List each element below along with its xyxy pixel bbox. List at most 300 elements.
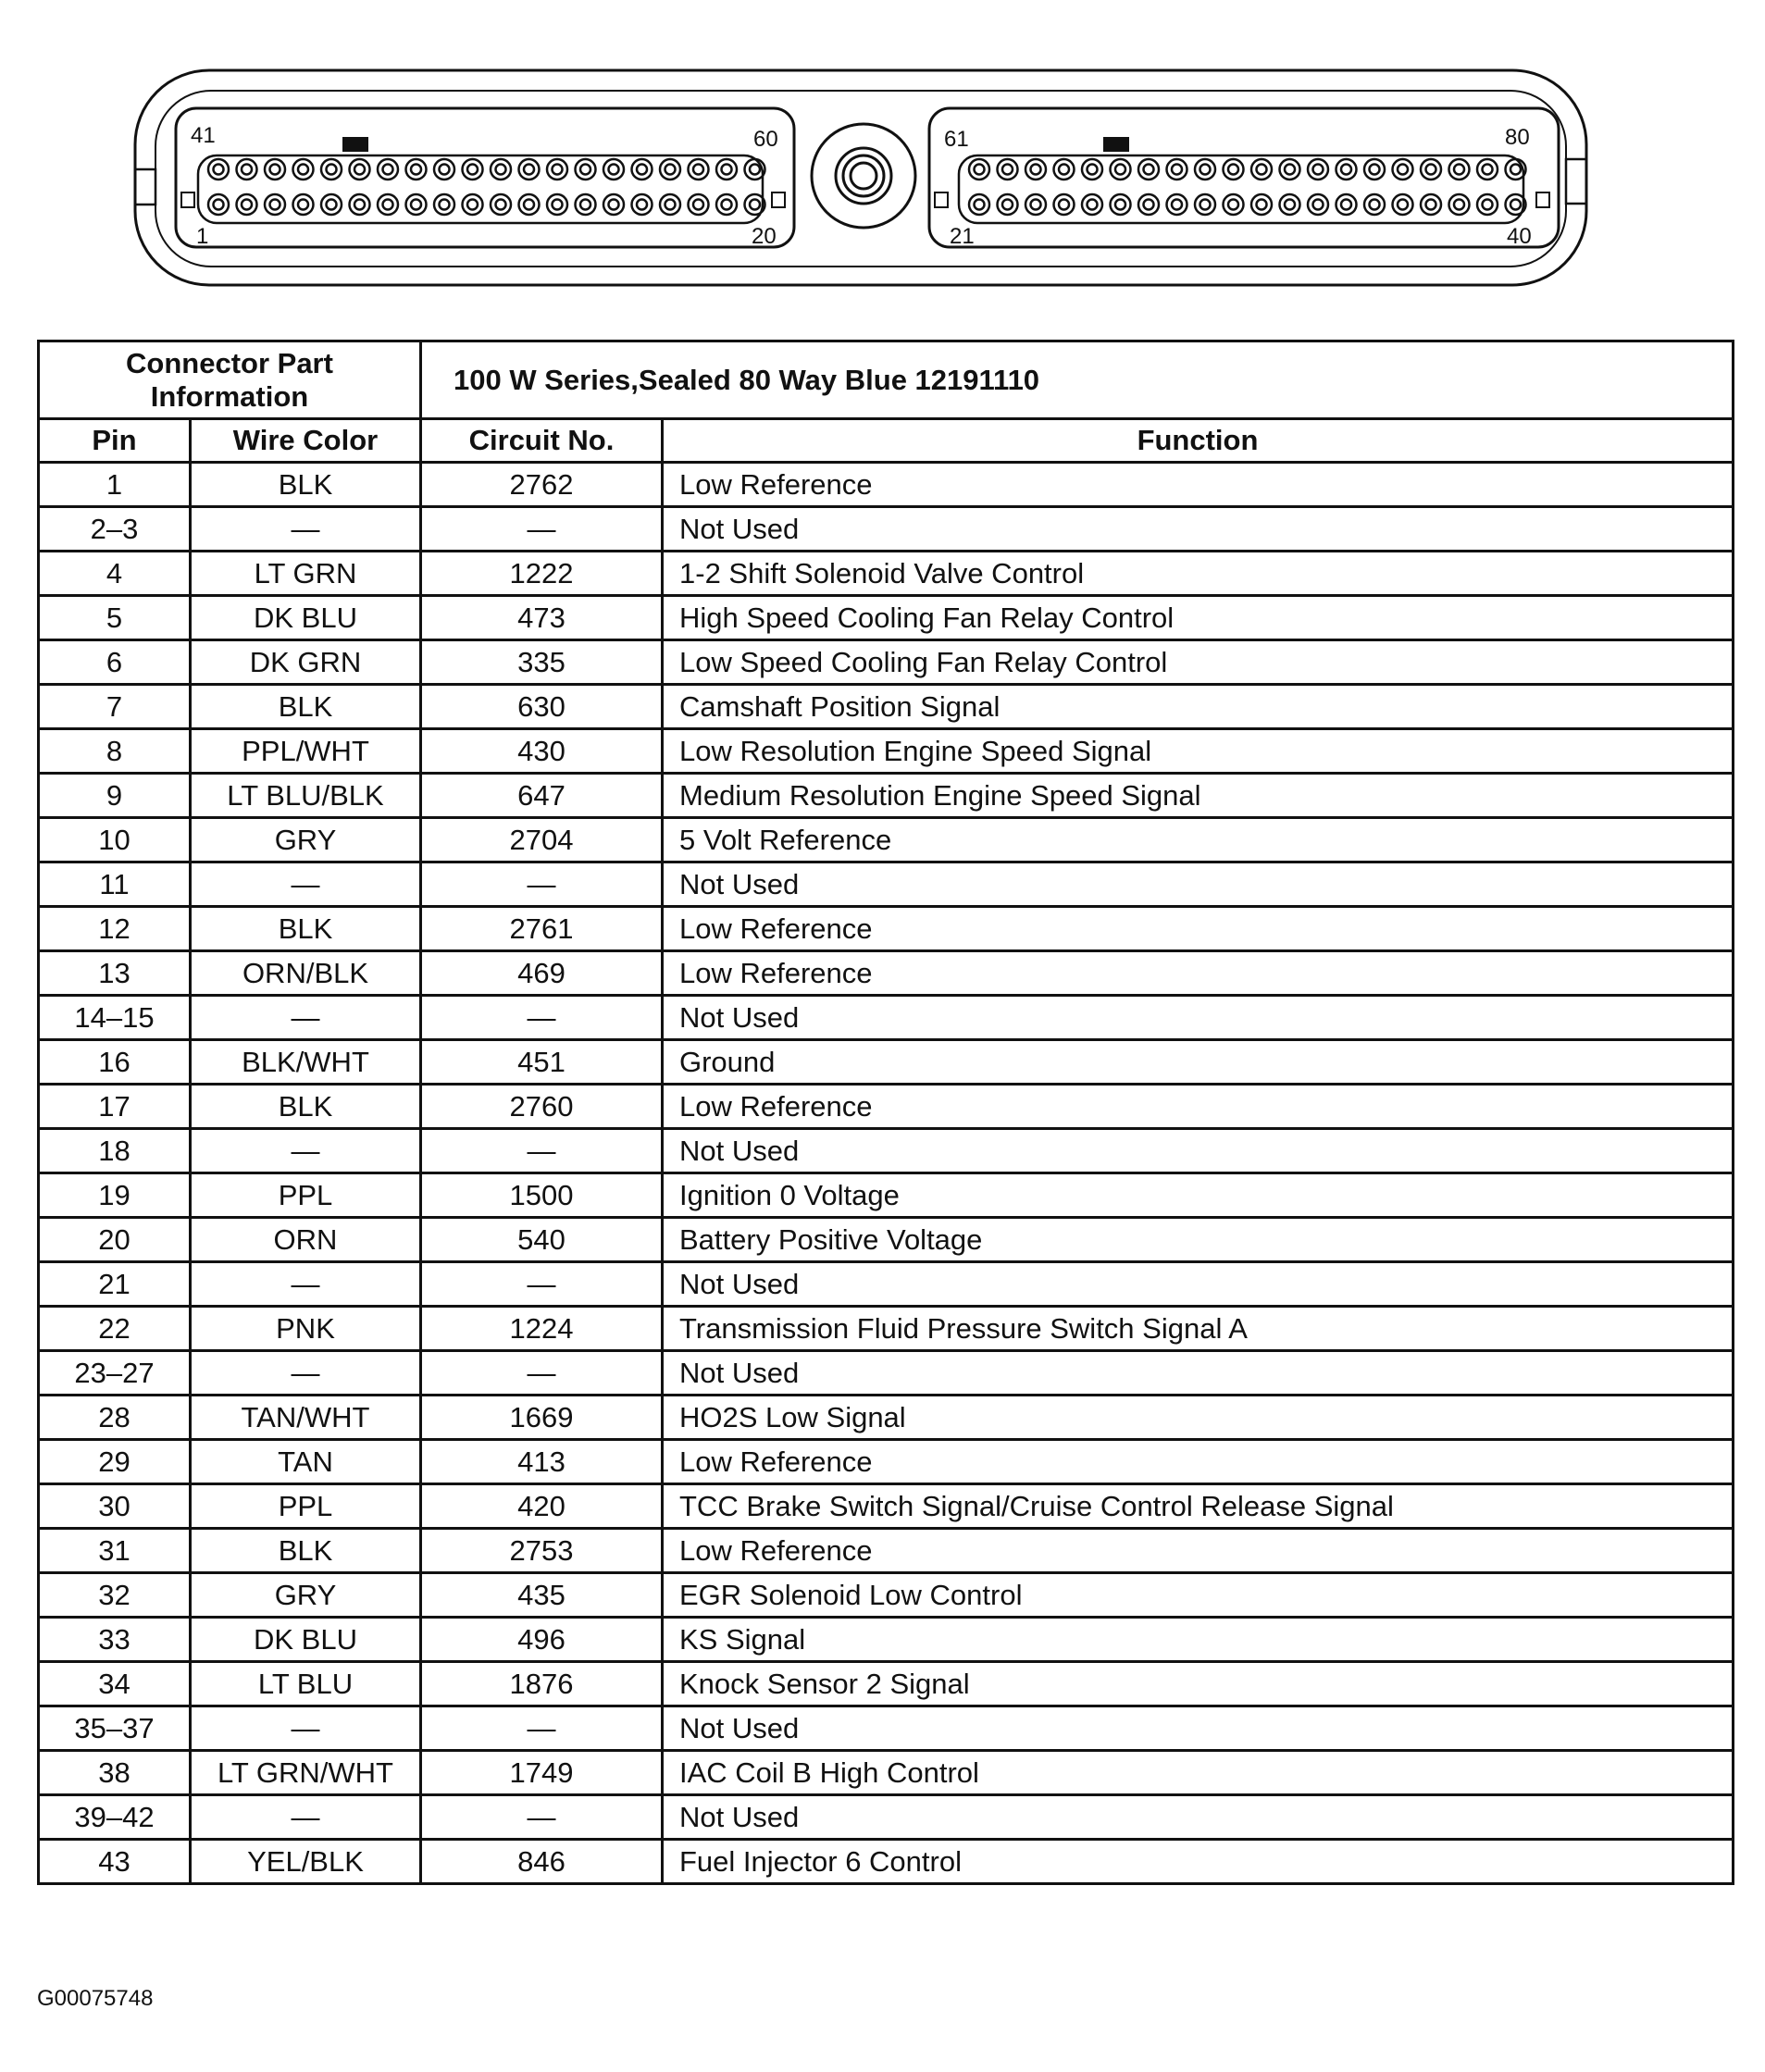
pin-socket-hole xyxy=(411,165,421,175)
pin-socket-hole xyxy=(1454,165,1464,175)
table-row xyxy=(39,951,1734,996)
pin-socket-hole xyxy=(440,200,450,210)
column-header-row xyxy=(39,419,1734,463)
wire-color-cell: TAN xyxy=(191,1440,421,1484)
function-cell: Low Resolution Engine Speed Signal xyxy=(663,729,1734,774)
pin-socket xyxy=(378,194,398,215)
wire-color-cell: DK GRN xyxy=(191,640,421,685)
table-row xyxy=(39,463,1734,507)
pin-socket xyxy=(1251,194,1272,215)
table-row xyxy=(39,1440,1734,1484)
pin-socket-hole xyxy=(1228,200,1238,210)
pin-socket-hole xyxy=(383,165,393,175)
pin-cell: 11 xyxy=(39,862,191,907)
wire-color-cell: — xyxy=(191,996,421,1040)
function-cell: Transmission Fluid Pressure Switch Signal A xyxy=(663,1307,1734,1351)
table-row xyxy=(39,685,1734,729)
circuit-no-cell: 451 xyxy=(421,1040,663,1085)
pin-socket-hole xyxy=(553,165,563,175)
function-cell: Not Used xyxy=(663,1351,1734,1396)
circuit-no-cell: — xyxy=(421,507,663,552)
pin-socket-hole xyxy=(1510,165,1521,175)
circuit-no-cell: — xyxy=(421,1795,663,1840)
function-cell: HO2S Low Signal xyxy=(663,1396,1734,1440)
pin-socket-hole xyxy=(1031,165,1041,175)
table-row xyxy=(39,996,1734,1040)
wire-color-cell: LT BLU xyxy=(191,1662,421,1706)
pin-socket xyxy=(1025,194,1046,215)
pin-socket xyxy=(1336,159,1357,180)
pin-socket-hole xyxy=(609,200,619,210)
table-row xyxy=(39,1262,1734,1307)
pin-socket-hole xyxy=(1370,200,1380,210)
table-row xyxy=(39,818,1734,862)
pin-socket xyxy=(998,159,1018,180)
pin-socket-hole xyxy=(1144,200,1154,210)
pin-socket-hole xyxy=(1341,200,1351,210)
pin-socket xyxy=(1421,194,1441,215)
circuit-no-cell: 430 xyxy=(421,729,663,774)
pin-socket xyxy=(293,194,314,215)
function-cell: EGR Solenoid Low Control xyxy=(663,1573,1734,1618)
table-row xyxy=(39,1173,1734,1218)
column-header-circuit-no: Circuit No. xyxy=(421,419,663,463)
pin-socket-hole xyxy=(1088,200,1098,210)
wire-color-cell: — xyxy=(191,1129,421,1173)
circuit-no-cell: 2760 xyxy=(421,1085,663,1129)
pin-socket-hole xyxy=(1257,200,1267,210)
pin-socket-hole xyxy=(1285,165,1295,175)
pin-socket xyxy=(1138,194,1159,215)
table-row xyxy=(39,1573,1734,1618)
pin-socket xyxy=(265,159,285,180)
pin-socket-hole xyxy=(1172,200,1182,210)
function-cell: Not Used xyxy=(663,996,1734,1040)
pin-socket xyxy=(998,194,1018,215)
pin-socket xyxy=(1224,159,1244,180)
pin-cell: 22 xyxy=(39,1307,191,1351)
pin-socket xyxy=(519,159,540,180)
circuit-no-cell: 647 xyxy=(421,774,663,818)
connector-info-value: 100 W Series,Sealed 80 Way Blue 12191110 xyxy=(421,341,1734,419)
wire-color-cell: DK BLU xyxy=(191,596,421,640)
pin-cell: 39–42 xyxy=(39,1795,191,1840)
table-row xyxy=(39,1129,1734,1173)
pin-socket-hole xyxy=(467,165,478,175)
pin-socket-hole xyxy=(1510,200,1521,210)
wire-color-cell: BLK xyxy=(191,1529,421,1573)
pin-cell: 33 xyxy=(39,1618,191,1662)
pin-cell: 32 xyxy=(39,1573,191,1618)
pin-cell: 9 xyxy=(39,774,191,818)
pin-socket xyxy=(1054,194,1075,215)
pin-socket-hole xyxy=(270,165,280,175)
wire-color-cell: ORN xyxy=(191,1218,421,1262)
table-row xyxy=(39,1396,1734,1440)
function-cell: Low Reference xyxy=(663,1440,1734,1484)
pin-socket xyxy=(208,194,229,215)
pin-socket xyxy=(434,159,454,180)
pin-socket xyxy=(1393,194,1413,215)
pin-socket-hole xyxy=(298,165,308,175)
function-cell: Knock Sensor 2 Signal xyxy=(663,1662,1734,1706)
wire-color-cell: BLK xyxy=(191,463,421,507)
function-cell: Not Used xyxy=(663,1795,1734,1840)
pin-socket-hole xyxy=(524,200,534,210)
function-cell: TCC Brake Switch Signal/Cruise Control Release Signal xyxy=(663,1484,1734,1529)
function-cell: 5 Volt Reference xyxy=(663,818,1734,862)
wire-color-cell: — xyxy=(191,1351,421,1396)
pin-socket xyxy=(1393,159,1413,180)
circuit-no-cell: — xyxy=(421,1351,663,1396)
wire-color-cell: ORN/BLK xyxy=(191,951,421,996)
pin-socket xyxy=(1364,194,1385,215)
pin-socket xyxy=(321,159,342,180)
pin-socket xyxy=(1138,159,1159,180)
circuit-no-cell: 540 xyxy=(421,1218,663,1262)
pin-cell: 13 xyxy=(39,951,191,996)
wire-color-cell: YEL/BLK xyxy=(191,1840,421,1884)
function-cell: 1-2 Shift Solenoid Valve Control xyxy=(663,552,1734,596)
pin-socket xyxy=(293,159,314,180)
function-cell: Low Speed Cooling Fan Relay Control xyxy=(663,640,1734,685)
pin-label-21: 21 xyxy=(950,224,975,249)
pin-socket-hole xyxy=(1200,165,1211,175)
pin-label-80: 80 xyxy=(1505,125,1530,150)
wire-color-cell: LT GRN/WHT xyxy=(191,1751,421,1795)
pin-cell: 18 xyxy=(39,1129,191,1173)
wire-color-cell: PPL xyxy=(191,1484,421,1529)
table-row xyxy=(39,774,1734,818)
function-cell: Battery Positive Voltage xyxy=(663,1218,1734,1262)
pin-socket xyxy=(519,194,540,215)
table-row xyxy=(39,1706,1734,1751)
pin-socket xyxy=(1224,194,1244,215)
pin-socket xyxy=(576,194,596,215)
pin-cell: 7 xyxy=(39,685,191,729)
pin-socket xyxy=(1449,159,1470,180)
pin-socket xyxy=(1364,159,1385,180)
pin-socket xyxy=(689,194,709,215)
pin-socket-hole xyxy=(354,165,365,175)
pin-socket-hole xyxy=(1341,165,1351,175)
circuit-no-cell: 1669 xyxy=(421,1396,663,1440)
pin-socket-hole xyxy=(411,200,421,210)
pin-socket xyxy=(463,159,483,180)
pin-socket xyxy=(1308,159,1328,180)
pin-socket xyxy=(463,194,483,215)
pin-socket xyxy=(716,194,737,215)
table-row xyxy=(39,1040,1734,1085)
pin-cell: 34 xyxy=(39,1662,191,1706)
pin-socket-hole xyxy=(1172,165,1182,175)
pin-socket-hole xyxy=(327,200,337,210)
wire-color-cell: — xyxy=(191,1706,421,1751)
wire-color-cell: PPL/WHT xyxy=(191,729,421,774)
function-cell: Not Used xyxy=(663,1262,1734,1307)
pin-socket-hole xyxy=(637,165,647,175)
pin-socket xyxy=(969,159,989,180)
circuit-no-cell: 496 xyxy=(421,1618,663,1662)
pin-cell: 4 xyxy=(39,552,191,596)
wire-color-cell: BLK xyxy=(191,907,421,951)
table-row xyxy=(39,507,1734,552)
pin-cell: 17 xyxy=(39,1085,191,1129)
function-cell: High Speed Cooling Fan Relay Control xyxy=(663,596,1734,640)
pin-socket-hole xyxy=(1313,165,1324,175)
pin-socket-hole xyxy=(214,165,224,175)
pin-socket-hole xyxy=(440,165,450,175)
pin-socket xyxy=(689,159,709,180)
pin-socket xyxy=(632,194,653,215)
pin-socket-hole xyxy=(665,200,676,210)
pin-socket-hole xyxy=(1088,165,1098,175)
pin-socket-hole xyxy=(609,165,619,175)
function-cell: Low Reference xyxy=(663,1085,1734,1129)
table-row xyxy=(39,1662,1734,1706)
function-cell: Ignition 0 Voltage xyxy=(663,1173,1734,1218)
pin-cell: 29 xyxy=(39,1440,191,1484)
pin-socket xyxy=(632,159,653,180)
wire-color-cell: — xyxy=(191,507,421,552)
pin-socket-hole xyxy=(270,200,280,210)
pin-socket xyxy=(350,159,370,180)
pin-socket-hole xyxy=(1426,165,1436,175)
pin-socket xyxy=(1477,194,1498,215)
circuit-no-cell: 630 xyxy=(421,685,663,729)
pin-socket-hole xyxy=(242,200,252,210)
figure-code: G00075748 xyxy=(37,1986,154,2011)
pin-cell: 21 xyxy=(39,1262,191,1307)
column-header-wire-color: Wire Color xyxy=(191,419,421,463)
pin-socket xyxy=(1477,159,1498,180)
pin-cell: 12 xyxy=(39,907,191,951)
table-row xyxy=(39,1751,1734,1795)
pin-cell: 20 xyxy=(39,1218,191,1262)
circuit-no-cell: 1500 xyxy=(421,1173,663,1218)
pin-socket xyxy=(406,194,427,215)
wire-color-cell: — xyxy=(191,1262,421,1307)
circuit-no-cell: 2762 xyxy=(421,463,663,507)
pin-socket xyxy=(237,194,257,215)
pin-socket-hole xyxy=(665,165,676,175)
function-cell: IAC Coil B High Control xyxy=(663,1751,1734,1795)
pin-socket xyxy=(660,194,680,215)
circuit-no-cell: 2704 xyxy=(421,818,663,862)
pin-cell: 28 xyxy=(39,1396,191,1440)
table-row xyxy=(39,1618,1734,1662)
pin-socket-hole xyxy=(750,165,760,175)
wire-color-cell: TAN/WHT xyxy=(191,1396,421,1440)
wire-color-cell: — xyxy=(191,1795,421,1840)
pin-socket xyxy=(547,159,567,180)
pin-socket xyxy=(378,159,398,180)
wire-color-cell: PPL xyxy=(191,1173,421,1218)
pin-socket-hole xyxy=(1426,200,1436,210)
circuit-no-cell: 420 xyxy=(421,1484,663,1529)
table-row xyxy=(39,1484,1734,1529)
pin-socket-hole xyxy=(1002,200,1013,210)
wire-color-cell: BLK xyxy=(191,1085,421,1129)
function-cell: Not Used xyxy=(663,507,1734,552)
pin-socket-hole xyxy=(1144,165,1154,175)
function-cell: Fuel Injector 6 Control xyxy=(663,1840,1734,1884)
pin-cell: 31 xyxy=(39,1529,191,1573)
function-cell: Low Reference xyxy=(663,907,1734,951)
pin-socket-hole xyxy=(1398,200,1408,210)
connector-info-label-text: Connector Part Information xyxy=(126,346,333,413)
pin-socket xyxy=(1082,159,1102,180)
pin-label-61: 61 xyxy=(944,127,969,152)
circuit-no-cell: — xyxy=(421,1706,663,1751)
pin-socket-hole xyxy=(1483,200,1493,210)
circuit-no-cell: 1749 xyxy=(421,1751,663,1795)
function-cell: Medium Resolution Engine Speed Signal xyxy=(663,774,1734,818)
pin-socket-hole xyxy=(553,200,563,210)
circuit-no-cell: 846 xyxy=(421,1840,663,1884)
function-cell: Not Used xyxy=(663,1706,1734,1751)
pin-socket-hole xyxy=(693,200,703,210)
table-row xyxy=(39,1795,1734,1840)
pin-socket-hole xyxy=(1059,165,1069,175)
pin-socket-hole xyxy=(1370,165,1380,175)
pin-cell: 2–3 xyxy=(39,507,191,552)
table-row xyxy=(39,907,1734,951)
pin-socket xyxy=(265,194,285,215)
circuit-no-cell: 473 xyxy=(421,596,663,640)
pin-socket-hole xyxy=(1115,200,1125,210)
pin-socket xyxy=(1280,194,1300,215)
pin-socket-hole xyxy=(580,200,590,210)
pin-socket-hole xyxy=(637,200,647,210)
pin-socket xyxy=(1111,159,1131,180)
pin-socket xyxy=(1111,194,1131,215)
circuit-no-cell: 335 xyxy=(421,640,663,685)
table-row xyxy=(39,1529,1734,1573)
table-row xyxy=(39,552,1734,596)
pin-socket-hole xyxy=(496,200,506,210)
pin-cell: 6 xyxy=(39,640,191,685)
wire-color-cell: DK BLU xyxy=(191,1618,421,1662)
pin-socket xyxy=(208,159,229,180)
pin-socket xyxy=(1336,194,1357,215)
pin-socket-hole xyxy=(214,200,224,210)
circuit-no-cell: 1224 xyxy=(421,1307,663,1351)
pin-socket-hole xyxy=(1200,200,1211,210)
pin-socket xyxy=(1054,159,1075,180)
pin-table xyxy=(37,340,1734,1885)
table-row xyxy=(39,729,1734,774)
pin-socket-hole xyxy=(1483,165,1493,175)
pin-socket xyxy=(576,159,596,180)
pin-socket-hole xyxy=(580,165,590,175)
pin-socket xyxy=(1280,159,1300,180)
pin-cell: 8 xyxy=(39,729,191,774)
table-row xyxy=(39,1085,1734,1129)
pin-socket-hole xyxy=(1059,200,1069,210)
column-header-function: Function xyxy=(663,419,1734,463)
function-cell: Camshaft Position Signal xyxy=(663,685,1734,729)
pin-cell: 23–27 xyxy=(39,1351,191,1396)
circuit-no-cell: — xyxy=(421,996,663,1040)
pin-cell: 10 xyxy=(39,818,191,862)
pin-socket-hole xyxy=(722,200,732,210)
wire-color-cell: — xyxy=(191,862,421,907)
pin-socket-hole xyxy=(750,200,760,210)
pin-socket xyxy=(716,159,737,180)
pin-socket xyxy=(237,159,257,180)
pin-socket-hole xyxy=(298,200,308,210)
pin-socket-hole xyxy=(467,200,478,210)
pin-cell: 14–15 xyxy=(39,996,191,1040)
wire-color-cell: LT GRN xyxy=(191,552,421,596)
pin-socket-hole xyxy=(722,165,732,175)
pin-socket xyxy=(1308,194,1328,215)
function-cell: Low Reference xyxy=(663,1529,1734,1573)
pin-socket xyxy=(603,194,624,215)
table-row xyxy=(39,640,1734,685)
pin-socket xyxy=(547,194,567,215)
wire-color-cell: GRY xyxy=(191,1573,421,1618)
pin-socket xyxy=(969,194,989,215)
connector-info-row xyxy=(39,341,1734,419)
pin-socket xyxy=(1251,159,1272,180)
connector-info-label xyxy=(39,341,421,419)
pin-label-41: 41 xyxy=(191,123,216,148)
pin-socket xyxy=(491,159,511,180)
pin-socket xyxy=(1195,159,1215,180)
wire-color-cell: BLK xyxy=(191,685,421,729)
pin-socket-hole xyxy=(524,165,534,175)
pin-cell: 19 xyxy=(39,1173,191,1218)
table-row xyxy=(39,596,1734,640)
pin-cell: 38 xyxy=(39,1751,191,1795)
pin-label-1: 1 xyxy=(196,224,209,249)
pin-cell: 1 xyxy=(39,463,191,507)
pin-socket-hole xyxy=(242,165,252,175)
function-cell: Not Used xyxy=(663,862,1734,907)
pin-label-20: 20 xyxy=(752,224,777,249)
function-cell: KS Signal xyxy=(663,1618,1734,1662)
circuit-no-cell: 1222 xyxy=(421,552,663,596)
pin-socket-hole xyxy=(383,200,393,210)
pin-socket-hole xyxy=(1002,165,1013,175)
pin-socket-hole xyxy=(975,200,985,210)
circuit-no-cell: 469 xyxy=(421,951,663,996)
pin-label-60: 60 xyxy=(753,127,778,152)
pin-socket xyxy=(491,194,511,215)
pin-socket-hole xyxy=(1285,200,1295,210)
circuit-no-cell: 2753 xyxy=(421,1529,663,1573)
circuit-no-cell: — xyxy=(421,1129,663,1173)
pin-socket xyxy=(1167,194,1187,215)
pin-socket-hole xyxy=(1454,200,1464,210)
pin-socket-hole xyxy=(496,165,506,175)
table-row xyxy=(39,1840,1734,1884)
pin-socket-hole xyxy=(1031,200,1041,210)
pin-socket xyxy=(1167,159,1187,180)
table-row xyxy=(39,1307,1734,1351)
circuit-no-cell: 1876 xyxy=(421,1662,663,1706)
pin-socket-hole xyxy=(327,165,337,175)
circuit-no-cell: 435 xyxy=(421,1573,663,1618)
circuit-no-cell: 2761 xyxy=(421,907,663,951)
pin-socket-hole xyxy=(1257,165,1267,175)
table-row xyxy=(39,862,1734,907)
wire-color-cell: GRY xyxy=(191,818,421,862)
pin-socket xyxy=(406,159,427,180)
function-cell: Low Reference xyxy=(663,951,1734,996)
